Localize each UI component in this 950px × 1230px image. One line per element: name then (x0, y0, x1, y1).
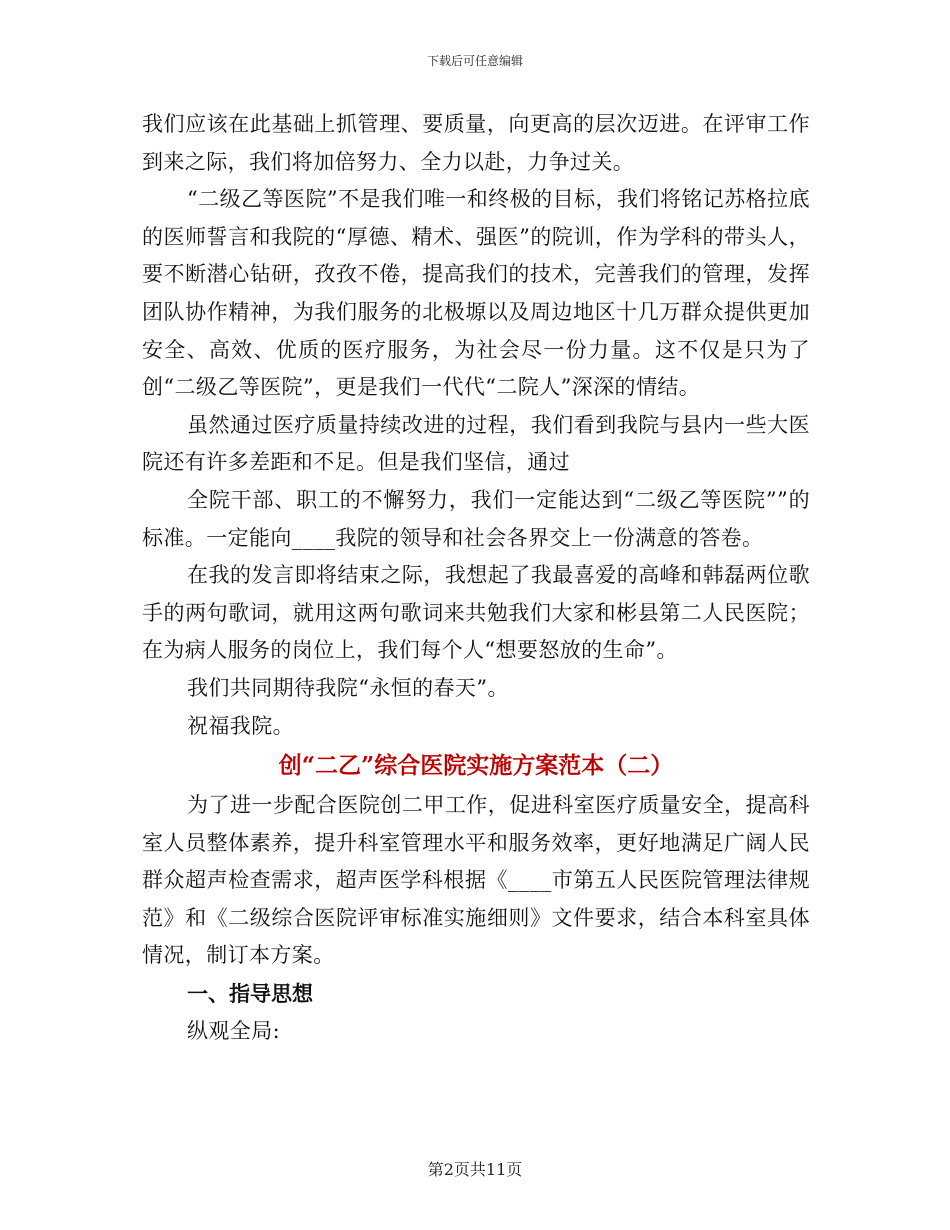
paragraph-2: “二级乙等医院”不是我们唯一和终极的目标，我们将铭记苏格拉底的医师誓言和我院的“厚德、精术、强医”的院训，作为学科的带头人，要不断潜心钻研，孜孜不倦，提高我们的技术，完善我们的管理，发挥团队协作精神，为我们服务的北极塬以及周边地区十几万群众提供更加安全、高效、优质的医疗服务，为社会尽一份力量。这不仅是只为了创“二级乙等医院”，更是我们一代代“二院人”深深的情结。 (142, 187, 810, 400)
section-heading-guiding-thought: 一、指导思想 (187, 982, 313, 1007)
intro-paragraph: 为了进一步配合医院创二甲工作，促进科室医疗质量安全，提高科室人员整体素养，提升科室管理水平和服务效率，更好地满足广阔人民群众超声检查需求，超声医学科根据《____市第五人民医院管理法律规范》和《二级综合医院评审标准实施细则》文件要求，结合本科室具体情况，制订本方案。 (142, 793, 810, 968)
document-body (142, 106, 810, 1051)
page-header: 下载后可任意编辑 (426, 54, 523, 68)
section-title: 创“二乙”综合医院实施方案范本（二） (278, 752, 674, 780)
page-footer: 第2页共11页 (427, 1160, 523, 1179)
paragraph-5: 在我的发言即将结束之际，我想起了我最喜爱的高峰和韩磊两位歌手的两句歌词，就用这两句歌词来共勉我们大家和彬县第二人民医院；在为病人服务的岗位上，我们每个人“想要怒放的生命”。 (142, 563, 810, 663)
last-paragraph: 纵观全局: (187, 1019, 281, 1044)
paragraph-4: 全院干部、职工的不懈努力，我们一定能达到“二级乙等医院””的标准。一定能向____我院的领导和社会各界交上一份满意的答卷。 (142, 487, 810, 550)
paragraph-7: 祝福我院。 (187, 713, 294, 738)
paragraph-1: 我们应该在此基础上抓管理、要质量，向更高的层次迈进。在评审工作到来之际，我们将加倍努力、全力以赴，力争过关。 (142, 112, 810, 174)
paragraph-3: 虽然通过医疗质量持续改进的过程，我们看到我院与县内一些大医院还有许多差距和不足。但是我们坚信，通过 (142, 412, 810, 475)
paragraph-6: 我们共同期待我院“永恒的春天”。 (187, 675, 509, 700)
